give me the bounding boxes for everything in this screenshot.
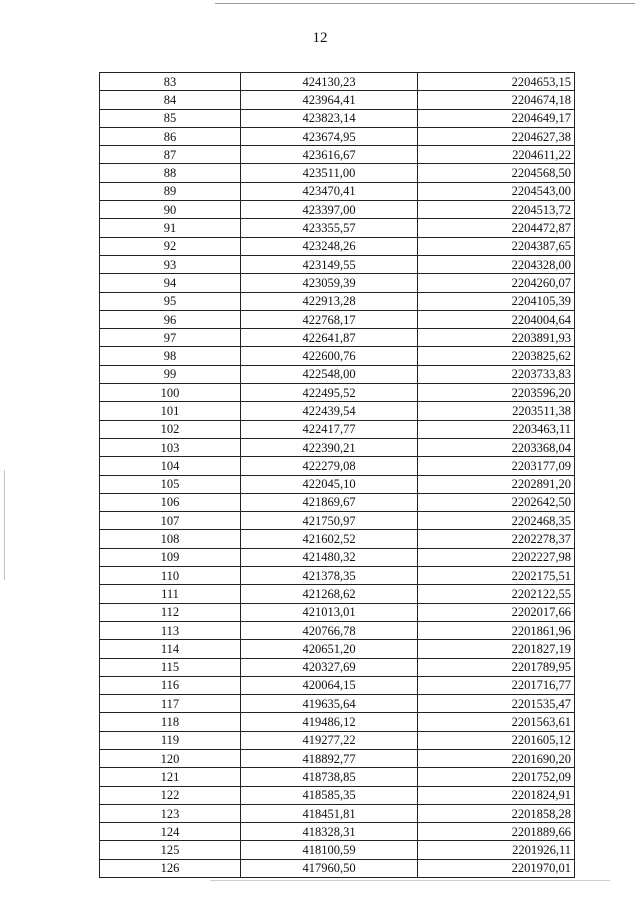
table-row [100,146,575,164]
table-row [100,658,575,676]
point-number-cell: 111 [100,585,241,603]
x-coordinate-cell: 423470,41 [241,182,418,200]
table-row [100,292,575,310]
y-coordinate-cell: 2204568,50 [418,164,575,182]
y-coordinate-cell: 2202278,37 [418,530,575,548]
x-coordinate-cell: 420064,15 [241,676,418,694]
x-coordinate-cell: 423397,00 [241,201,418,219]
point-number-cell: 121 [100,768,241,786]
point-number-cell: 122 [100,786,241,804]
y-coordinate-cell: 2204649,17 [418,109,575,127]
table-row [100,402,575,420]
y-coordinate-cell: 2201861,96 [418,621,575,639]
y-coordinate-cell: 2201970,01 [418,859,575,877]
table-row [100,731,575,749]
coordinates-table [99,72,575,878]
point-number-cell: 115 [100,658,241,676]
table-row [100,475,575,493]
table-row [100,567,575,585]
table-row [100,530,575,548]
y-coordinate-cell: 2204513,72 [418,201,575,219]
y-coordinate-cell: 2202468,35 [418,512,575,530]
table-row [100,365,575,383]
y-coordinate-cell: 2203177,09 [418,457,575,475]
x-coordinate-cell: 423964,41 [241,91,418,109]
table-row [100,438,575,456]
table-row [100,859,575,877]
point-number-cell: 94 [100,274,241,292]
point-number-cell: 87 [100,146,241,164]
y-coordinate-cell: 2201563,61 [418,713,575,731]
y-coordinate-cell: 2201789,95 [418,658,575,676]
x-coordinate-cell: 422768,17 [241,310,418,328]
point-number-cell: 88 [100,164,241,182]
x-coordinate-cell: 419635,64 [241,695,418,713]
table-row [100,841,575,859]
y-coordinate-cell: 2204653,15 [418,73,575,91]
point-number-cell: 102 [100,420,241,438]
x-coordinate-cell: 422495,52 [241,384,418,402]
x-coordinate-cell: 418892,77 [241,749,418,767]
x-coordinate-cell: 421602,52 [241,530,418,548]
y-coordinate-cell: 2203891,93 [418,329,575,347]
point-number-cell: 93 [100,255,241,273]
x-coordinate-cell: 423355,57 [241,219,418,237]
x-coordinate-cell: 422548,00 [241,365,418,383]
point-number-cell: 123 [100,804,241,822]
x-coordinate-cell: 418328,31 [241,823,418,841]
table-row [100,493,575,511]
y-coordinate-cell: 2204328,00 [418,255,575,273]
point-number-cell: 92 [100,237,241,255]
y-coordinate-cell: 2201889,66 [418,823,575,841]
y-coordinate-cell: 2204674,18 [418,91,575,109]
x-coordinate-cell: 421750,97 [241,512,418,530]
x-coordinate-cell: 423823,14 [241,109,418,127]
x-coordinate-cell: 418585,35 [241,786,418,804]
table-row [100,329,575,347]
y-coordinate-cell: 2202175,51 [418,567,575,585]
table-row [100,164,575,182]
table-row [100,640,575,658]
table-row [100,512,575,530]
table-row [100,274,575,292]
x-coordinate-cell: 418100,59 [241,841,418,859]
x-coordinate-cell: 422417,77 [241,420,418,438]
point-number-cell: 85 [100,109,241,127]
table-row [100,237,575,255]
x-coordinate-cell: 421268,62 [241,585,418,603]
y-coordinate-cell: 2204260,07 [418,274,575,292]
point-number-cell: 117 [100,695,241,713]
y-coordinate-cell: 2204105,39 [418,292,575,310]
y-coordinate-cell: 2201752,09 [418,768,575,786]
page-number: 12 [312,30,328,46]
point-number-cell: 91 [100,219,241,237]
x-coordinate-cell: 417960,50 [241,859,418,877]
point-number-cell: 104 [100,457,241,475]
y-coordinate-cell: 2204543,00 [418,182,575,200]
x-coordinate-cell: 422045,10 [241,475,418,493]
y-coordinate-cell: 2203733,83 [418,365,575,383]
scan-edge-left [4,470,5,580]
y-coordinate-cell: 2201926,11 [418,841,575,859]
x-coordinate-cell: 419277,22 [241,731,418,749]
table-row [100,255,575,273]
point-number-cell: 101 [100,402,241,420]
table-row [100,109,575,127]
point-number-cell: 120 [100,749,241,767]
x-coordinate-cell: 423248,26 [241,237,418,255]
y-coordinate-cell: 2201716,77 [418,676,575,694]
y-coordinate-cell: 2201824,91 [418,786,575,804]
point-number-cell: 96 [100,310,241,328]
table-row [100,201,575,219]
x-coordinate-cell: 423616,67 [241,146,418,164]
point-number-cell: 98 [100,347,241,365]
table-row [100,420,575,438]
x-coordinate-cell: 423674,95 [241,127,418,145]
y-coordinate-cell: 2204472,87 [418,219,575,237]
coordinates-table-body [100,73,575,878]
x-coordinate-cell: 422390,21 [241,438,418,456]
point-number-cell: 108 [100,530,241,548]
x-coordinate-cell: 420651,20 [241,640,418,658]
point-number-cell: 124 [100,823,241,841]
y-coordinate-cell: 2204387,65 [418,237,575,255]
x-coordinate-cell: 422913,28 [241,292,418,310]
table-row [100,768,575,786]
point-number-cell: 110 [100,567,241,585]
point-number-cell: 112 [100,603,241,621]
x-coordinate-cell: 419486,12 [241,713,418,731]
point-number-cell: 100 [100,384,241,402]
y-coordinate-cell: 2202227,98 [418,548,575,566]
point-number-cell: 97 [100,329,241,347]
y-coordinate-cell: 2201827,19 [418,640,575,658]
x-coordinate-cell: 420766,78 [241,621,418,639]
point-number-cell: 105 [100,475,241,493]
point-number-cell: 84 [100,91,241,109]
x-coordinate-cell: 421869,67 [241,493,418,511]
x-coordinate-cell: 423059,39 [241,274,418,292]
table-row [100,182,575,200]
y-coordinate-cell: 2203368,04 [418,438,575,456]
table-row [100,621,575,639]
table-row [100,219,575,237]
point-number-cell: 107 [100,512,241,530]
point-number-cell: 118 [100,713,241,731]
table-row [100,749,575,767]
point-number-cell: 90 [100,201,241,219]
scan-edge-bottom [210,880,610,881]
x-coordinate-cell: 423149,55 [241,255,418,273]
point-number-cell: 89 [100,182,241,200]
point-number-cell: 126 [100,859,241,877]
x-coordinate-cell: 421013,01 [241,603,418,621]
y-coordinate-cell: 2201858,28 [418,804,575,822]
point-number-cell: 106 [100,493,241,511]
point-number-cell: 95 [100,292,241,310]
y-coordinate-cell: 2203463,11 [418,420,575,438]
y-coordinate-cell: 2203825,62 [418,347,575,365]
y-coordinate-cell: 2202891,20 [418,475,575,493]
point-number-cell: 109 [100,548,241,566]
table-row [100,310,575,328]
y-coordinate-cell: 2201535,47 [418,695,575,713]
y-coordinate-cell: 2204611,22 [418,146,575,164]
x-coordinate-cell: 422641,87 [241,329,418,347]
x-coordinate-cell: 422600,76 [241,347,418,365]
x-coordinate-cell: 421480,32 [241,548,418,566]
y-coordinate-cell: 2202017,66 [418,603,575,621]
y-coordinate-cell: 2201690,20 [418,749,575,767]
x-coordinate-cell: 418451,81 [241,804,418,822]
table-row [100,548,575,566]
y-coordinate-cell: 2204004,64 [418,310,575,328]
y-coordinate-cell: 2202642,50 [418,493,575,511]
table-row [100,804,575,822]
table-row [100,127,575,145]
table-row [100,91,575,109]
y-coordinate-cell: 2203511,38 [418,402,575,420]
point-number-cell: 119 [100,731,241,749]
x-coordinate-cell: 422279,08 [241,457,418,475]
point-number-cell: 83 [100,73,241,91]
scan-edge-top [215,3,635,4]
point-number-cell: 99 [100,365,241,383]
table-row [100,786,575,804]
x-coordinate-cell: 420327,69 [241,658,418,676]
x-coordinate-cell: 423511,00 [241,164,418,182]
table-row [100,457,575,475]
y-coordinate-cell: 2202122,55 [418,585,575,603]
table-row [100,676,575,694]
point-number-cell: 103 [100,438,241,456]
point-number-cell: 113 [100,621,241,639]
table-row [100,347,575,365]
table-row [100,384,575,402]
table-row [100,713,575,731]
y-coordinate-cell: 2204627,38 [418,127,575,145]
point-number-cell: 125 [100,841,241,859]
x-coordinate-cell: 424130,23 [241,73,418,91]
table-row [100,585,575,603]
x-coordinate-cell: 422439,54 [241,402,418,420]
y-coordinate-cell: 2201605,12 [418,731,575,749]
x-coordinate-cell: 421378,35 [241,567,418,585]
point-number-cell: 86 [100,127,241,145]
table-row [100,823,575,841]
point-number-cell: 116 [100,676,241,694]
table-row [100,695,575,713]
y-coordinate-cell: 2203596,20 [418,384,575,402]
point-number-cell: 114 [100,640,241,658]
table-row [100,603,575,621]
table-row [100,73,575,91]
x-coordinate-cell: 418738,85 [241,768,418,786]
